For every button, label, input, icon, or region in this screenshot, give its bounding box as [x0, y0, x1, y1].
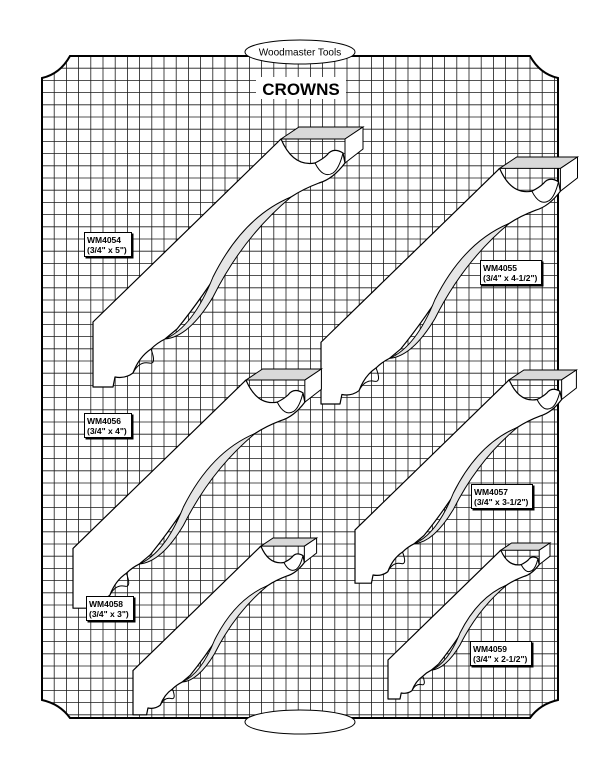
- profile-size: (3/4" x 4"): [87, 426, 127, 436]
- profile-code: WM4056: [87, 416, 122, 426]
- profile-size: (3/4" x 5"): [87, 245, 127, 255]
- profile-label-wm4056: [84, 413, 132, 438]
- profile-code: WM4057: [474, 487, 509, 497]
- profile-face: [321, 168, 560, 404]
- profile-code: WM4058: [89, 599, 124, 609]
- profile-face: [355, 380, 562, 583]
- profile-size: (3/4" x 3"): [89, 609, 129, 619]
- profile-label-wm4054: [84, 232, 132, 257]
- footer-oval: [245, 710, 355, 734]
- profile-code: WM4054: [87, 235, 122, 245]
- profile-label-wm4058: [86, 596, 134, 621]
- brand-name: Woodmaster Tools: [258, 47, 342, 59]
- profile-size: (3/4" x 3-1/2"): [474, 497, 529, 507]
- profile-label-wm4059: [470, 641, 532, 666]
- profile-label-wm4055: [480, 260, 542, 285]
- profile-size: (3/4" x 2-1/2"): [473, 654, 528, 664]
- profile-face: [133, 546, 304, 715]
- profile-code: WM4059: [473, 644, 508, 654]
- page-title: CROWNS: [262, 80, 340, 99]
- profile-size: (3/4" x 4-1/2"): [483, 273, 538, 283]
- profile-face: [388, 550, 539, 699]
- profile-label-wm4057: [471, 484, 533, 509]
- profile-code: WM4055: [483, 263, 518, 273]
- crown-profiles: [73, 127, 578, 715]
